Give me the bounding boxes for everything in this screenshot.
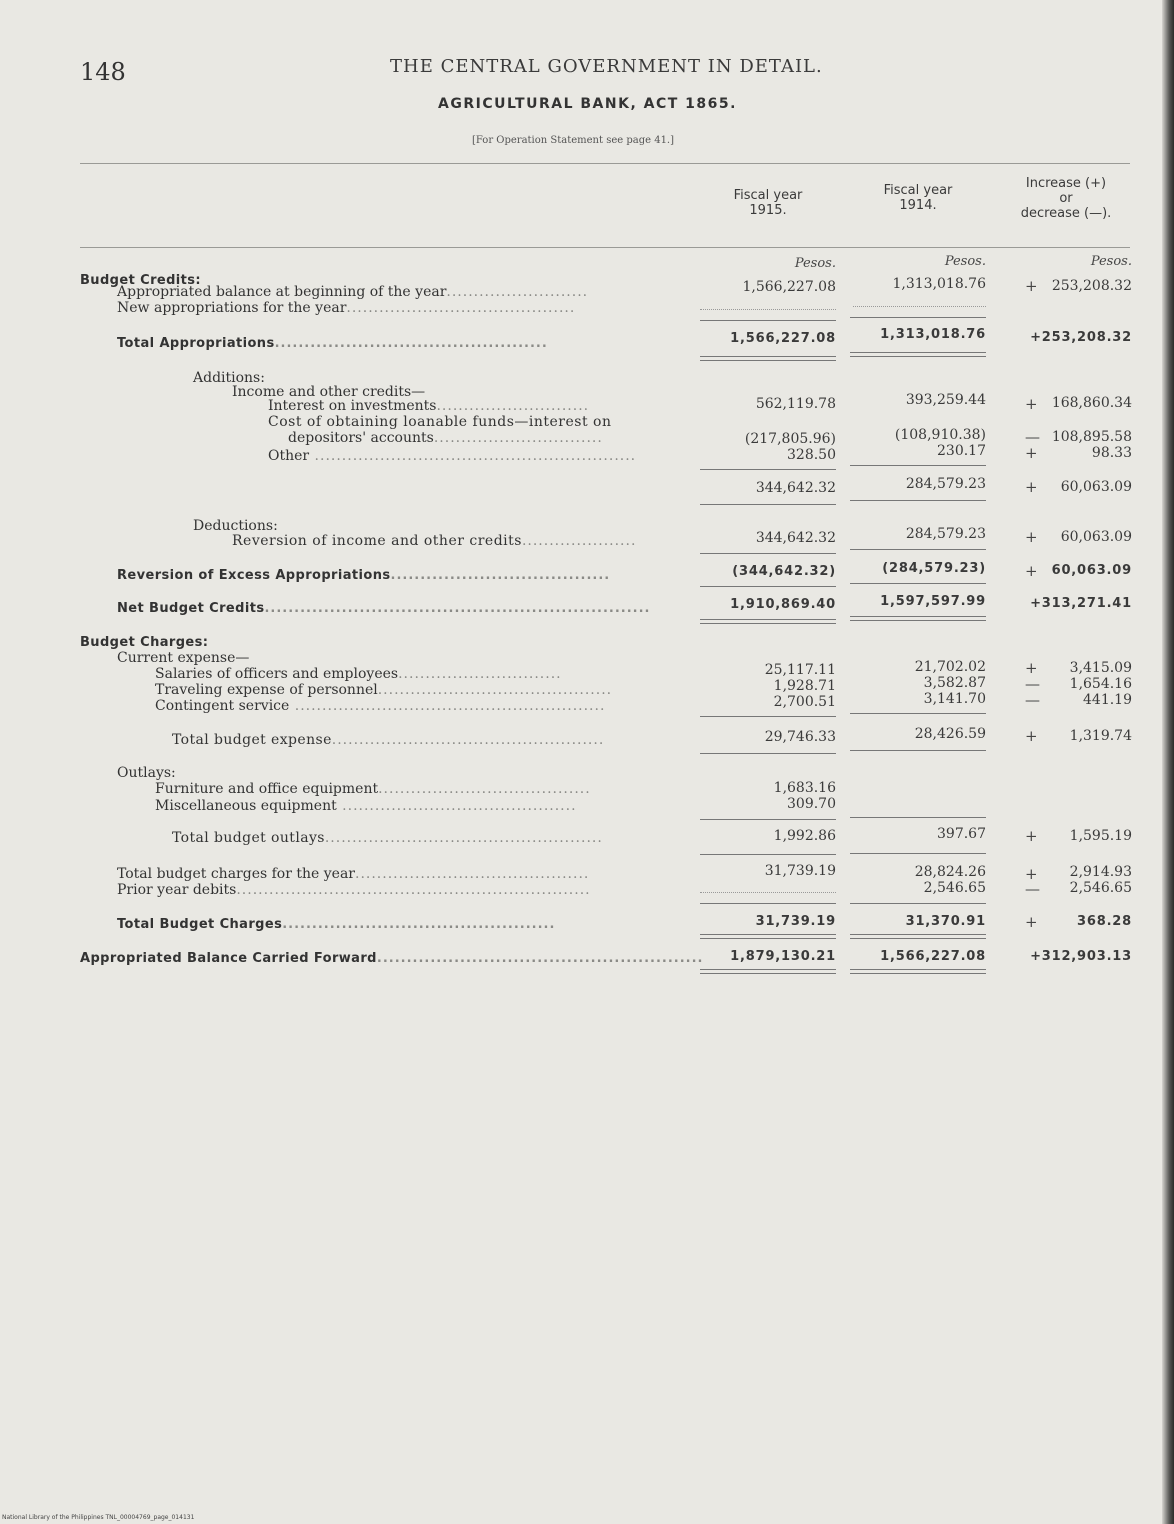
unit-fy1914: Pesos. (944, 254, 986, 269)
row-label-contingent-service: Contingent service ......................................................... (155, 698, 606, 714)
row-label-current-expense: Current expense— (117, 650, 250, 666)
row-label-cost-loanable-funds: Cost of obtaining loanable funds—interest on (268, 414, 612, 430)
value-fy1915: 1,566,227.08 (742, 279, 836, 295)
sum-rule (700, 716, 836, 717)
value-fy1915: 328.50 (787, 447, 836, 463)
value-fy1914: 397.67 (937, 826, 986, 842)
row-label-depositors-accounts: depositors' accounts............................... (288, 430, 603, 446)
row-label-furniture-equipment: Furniture and office equipment....................................... (155, 781, 591, 797)
sign-indicator: — (1025, 675, 1040, 693)
value-fy1915: 31,739.19 (764, 863, 836, 879)
value-fy1914: 21,702.02 (914, 659, 986, 675)
value-fy1914: 28,824.26 (914, 864, 986, 880)
row-label-deductions: Deductions: (193, 518, 278, 534)
value-fy1914: 31,370.91 (905, 914, 986, 929)
value-change: 441.19 (1083, 692, 1132, 708)
sign-indicator: — (1025, 691, 1040, 709)
sign-indicator: + (1025, 528, 1038, 546)
column-header-fy1914: Fiscal year 1914. (883, 183, 953, 213)
value-fy1915: 1,992.86 (773, 828, 836, 844)
unit-fy1915: Pesos. (794, 256, 836, 271)
sign-indicator: + (1025, 444, 1038, 462)
sum-rule (700, 469, 836, 470)
value-fy1915: 25,117.11 (764, 662, 836, 678)
value-fy1914: (284,579.23) (882, 561, 986, 576)
value-change: 108,895.58 (1051, 429, 1132, 445)
value-change: 368.28 (1077, 914, 1132, 929)
row-label-salaries: Salaries of officers and employees.............................. (155, 666, 562, 682)
value-fy1914: 284,579.23 (905, 526, 986, 542)
row-label-misc-equipment: Miscellaneous equipment ........................................... (155, 798, 577, 814)
value-fy1914: 2,546.65 (923, 880, 986, 896)
row-label-total-charges-year: Total budget charges for the year........................................... (117, 866, 590, 882)
unit-change: Pesos. (1090, 254, 1132, 269)
sign-indicator: + (1025, 562, 1038, 580)
sign-indicator: — (1025, 880, 1040, 898)
row-label-prior-year-debits: Prior year debits................................................................. (117, 882, 591, 898)
row-label-outlays: Outlays: (117, 765, 176, 781)
value-fy1914: 1,566,227.08 (880, 949, 986, 964)
row-label-new-appropriations: New appropriations for the year.......................................... (117, 300, 576, 316)
value-fy1915: 2,700.51 (773, 694, 836, 710)
value-change: 2,546.65 (1069, 880, 1132, 896)
sum-rule (850, 853, 986, 854)
scan-footer: National Library of the Philippines TNL_00004769_page_014131 (2, 1514, 195, 1521)
value-change: 2,914.93 (1069, 864, 1132, 880)
double-rule (850, 969, 986, 974)
sign-indicator: + (1025, 827, 1038, 845)
table-top-rule (80, 163, 1130, 164)
value-fy1915: 29,746.33 (764, 729, 836, 745)
value-fy1914: 284,579.23 (905, 476, 986, 492)
sign-indicator: + (1025, 659, 1038, 677)
row-label-income-other-credits: Income and other credits— (232, 384, 426, 400)
sum-rule (850, 500, 986, 501)
value-fy1914: 1,313,018.76 (880, 327, 986, 342)
row-label-reversion-income: Reversion of income and other credits..................... (232, 533, 637, 549)
value-change: +253,208.32 (1030, 330, 1132, 345)
value-fy1914: 393,259.44 (905, 392, 986, 408)
dotted-placeholder (853, 306, 986, 307)
value-fy1915: 344,642.32 (755, 480, 836, 496)
sum-rule (700, 854, 836, 855)
page-number: 148 (80, 58, 126, 86)
value-fy1915: (217,805.96) (744, 431, 836, 447)
sign-indicator: + (1025, 913, 1038, 931)
value-change: 60,063.09 (1060, 479, 1132, 495)
value-fy1915: 562,119.78 (755, 396, 836, 412)
sum-rule (700, 586, 836, 587)
value-fy1915: 1,910,869.40 (730, 597, 836, 612)
value-fy1914: 28,426.59 (914, 726, 986, 742)
double-rule (700, 934, 836, 939)
sum-rule (850, 817, 986, 818)
value-fy1915: 1,683.16 (773, 780, 836, 796)
page-edge-shadow (1162, 0, 1174, 1524)
value-fy1914: (108,910.38) (894, 427, 986, 443)
column-header-change: Increase (+) or decrease (—). (1020, 176, 1112, 221)
value-fy1915: 31,739.19 (755, 914, 836, 929)
value-fy1914: 230.17 (937, 443, 986, 459)
sign-indicator: + (1025, 395, 1038, 413)
row-label-total-budget-charges: Total Budget Charges.............................................. (117, 917, 556, 932)
row-label-interest-investments: Interest on investments............................ (268, 398, 590, 414)
row-label-net-budget-credits: Net Budget Credits................................................................. (117, 601, 651, 616)
sign-indicator: + (1025, 865, 1038, 883)
row-label-traveling-expense: Traveling expense of personnel........................................... (155, 682, 613, 698)
row-label-budget-charges: Budget Charges: (80, 635, 209, 650)
value-fy1914: 1,313,018.76 (892, 276, 986, 292)
value-fy1915: 1,566,227.08 (730, 331, 836, 346)
sum-rule (700, 504, 836, 505)
sum-rule (850, 583, 986, 584)
sum-rule (700, 320, 836, 321)
value-change: 1,319.74 (1069, 728, 1132, 744)
value-change: 98.33 (1091, 445, 1132, 461)
value-fy1914: 3,141.70 (923, 691, 986, 707)
row-label-total-budget-expense: Total budget expense.................................................. (172, 732, 605, 748)
dotted-placeholder (700, 892, 836, 893)
double-rule (700, 619, 836, 624)
value-change: +312,903.13 (1030, 949, 1132, 964)
sum-rule (850, 465, 986, 466)
double-rule (700, 356, 836, 361)
sum-rule (850, 750, 986, 751)
value-change: +313,271.41 (1030, 596, 1132, 611)
double-rule (700, 969, 836, 974)
value-fy1914: 1,597,597.99 (880, 594, 986, 609)
value-change: 1,595.19 (1069, 828, 1132, 844)
sum-rule (700, 553, 836, 554)
sign-indicator: + (1025, 727, 1038, 745)
value-change: 168,860.34 (1051, 395, 1132, 411)
double-rule (850, 352, 986, 357)
running-head: THE CENTRAL GOVERNMENT IN DETAIL. (390, 56, 823, 77)
value-change: 3,415.09 (1069, 660, 1132, 676)
sum-rule (850, 317, 986, 318)
sum-rule (850, 549, 986, 550)
row-label-other: Other ........................................................... (268, 448, 637, 464)
value-change: 1,654.16 (1069, 676, 1132, 692)
sum-rule (700, 753, 836, 754)
row-label-additions: Additions: (193, 370, 265, 386)
sign-indicator: + (1025, 277, 1038, 295)
value-fy1915: 1,928.71 (773, 678, 836, 694)
double-rule (850, 934, 986, 939)
sum-rule (850, 713, 986, 714)
row-label-total-budget-outlays: Total budget outlays................................................... (172, 830, 603, 846)
row-label-appropriated-balance: Appropriated balance at beginning of the year.......................... (117, 284, 589, 300)
column-header-fy1915: Fiscal year 1915. (733, 188, 803, 218)
value-fy1915: 1,879,130.21 (730, 949, 836, 964)
sign-indicator: + (1025, 478, 1038, 496)
sum-rule (850, 903, 986, 904)
operation-statement-note: [For Operation Statement see page 41.] (472, 135, 675, 146)
row-label-total-appropriations: Total Appropriations.............................................. (117, 336, 548, 351)
value-fy1915: 344,642.32 (755, 530, 836, 546)
value-fy1914: 3,582.87 (923, 675, 986, 691)
dotted-placeholder (700, 309, 836, 310)
value-change: 60,063.09 (1060, 529, 1132, 545)
row-label-budget-credits: Budget Credits: (80, 273, 202, 288)
sum-rule (700, 903, 836, 904)
value-change: 60,063.09 (1051, 563, 1132, 578)
sign-indicator: — (1025, 428, 1040, 446)
header-bottom-rule (80, 247, 1130, 248)
act-title: AGRICULTURAL BANK, ACT 1865. (438, 96, 737, 112)
row-label-reversion-excess-appropriations: Reversion of Excess Appropriations..................................... (117, 568, 611, 583)
double-rule (850, 616, 986, 621)
value-fy1915: 309.70 (787, 796, 836, 812)
value-fy1915: (344,642.32) (732, 564, 836, 579)
sum-rule (700, 819, 836, 820)
value-change: 253,208.32 (1051, 278, 1132, 294)
row-label-balance-carried-forward: Appropriated Balance Carried Forward....................................................... (80, 951, 704, 966)
